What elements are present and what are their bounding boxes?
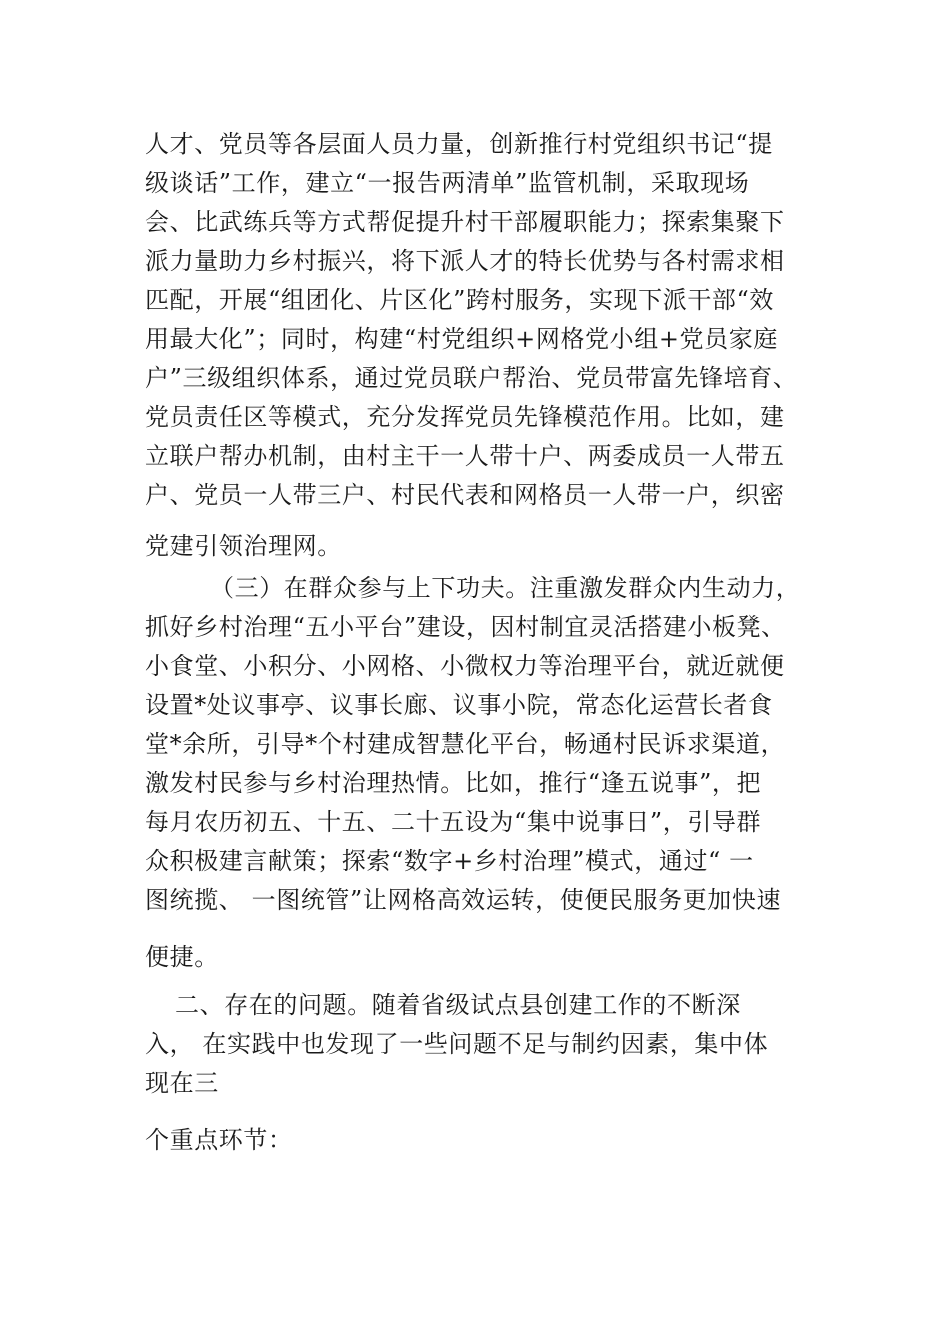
paragraph-line: 堂*余所，引导*个村建成智慧化平台，畅通村民诉求渠道， (145, 730, 786, 758)
paragraph-line: 户”三级组织体系，通过党员联户帮治、党员带富先锋培育、 (145, 364, 798, 392)
paragraph-line: 激发村民参与乡村治理热情。比如，推行“逢五说事”，把 (145, 769, 762, 797)
paragraph-line: 级谈话”工作，建立“一报告两清单”监管机制，采取现场 (145, 169, 750, 197)
paragraph-line: 小食堂、小积分、小网格、小微权力等治理平台，就近就便 (145, 652, 785, 680)
paragraph-line: 人才、党员等各层面人员力量，创新推行村党组织书记“提 (145, 130, 773, 158)
paragraph-line: 派力量助力乡村振兴，将下派人才的特长优势与各村需求相 (145, 247, 785, 275)
paragraph-line: 每月农历初五、十五、二十五设为“集中说事日”，引导群 (145, 808, 762, 836)
paragraph-line: 图统揽、 一图统管”让网格高效运转，使便民服务更加快速 (145, 886, 782, 914)
paragraph-line: 抓好乡村治理“五小平台”建设，因村制宜灵活搭建小板凳、 (145, 613, 786, 641)
paragraph-line: 个重点环节： (145, 1126, 293, 1154)
section-heading-line: 二、存在的问题。随着省级试点县创建工作的不断深 (175, 991, 741, 1019)
paragraph-line: 现在三 (145, 1069, 219, 1097)
paragraph-line: 立联户帮办机制，由村主干一人带十户、两委成员一人带五 (145, 442, 785, 470)
paragraph-line: 党建引领治理网。 (145, 532, 342, 560)
paragraph-line: 用最大化”；同时，构建“村党组织+网格党小组+党员家庭 (145, 325, 778, 353)
paragraph-line: 会、比武练兵等方式帮促提升村干部履职能力；探索集聚下 (145, 208, 785, 236)
paragraph-line: 匹配，开展“组团化、片区化”跨村服务，实现下派干部“效 (145, 286, 775, 314)
paragraph-line: 便捷。 (145, 943, 219, 971)
paragraph-line: 户、党员一人带三户、村民代表和网格员一人带一户，织密 (145, 481, 785, 509)
paragraph-line: 设置*处议事亭、议事长廊、议事小院，常态化运营长者食 (145, 691, 773, 719)
paragraph-line: 入， 在实践中也发现了一些问题不足与制约因素，集中体 (145, 1030, 769, 1058)
paragraph-line: 众积极建言献策；探索“数字+乡村治理”模式，通过“ 一 (145, 847, 754, 875)
section-heading-line: （三）在群众参与上下功夫。注重激发群众内生动力， (210, 574, 801, 602)
paragraph-line: 党员责任区等模式，充分发挥党员先锋模范作用。比如，建 (145, 403, 785, 431)
